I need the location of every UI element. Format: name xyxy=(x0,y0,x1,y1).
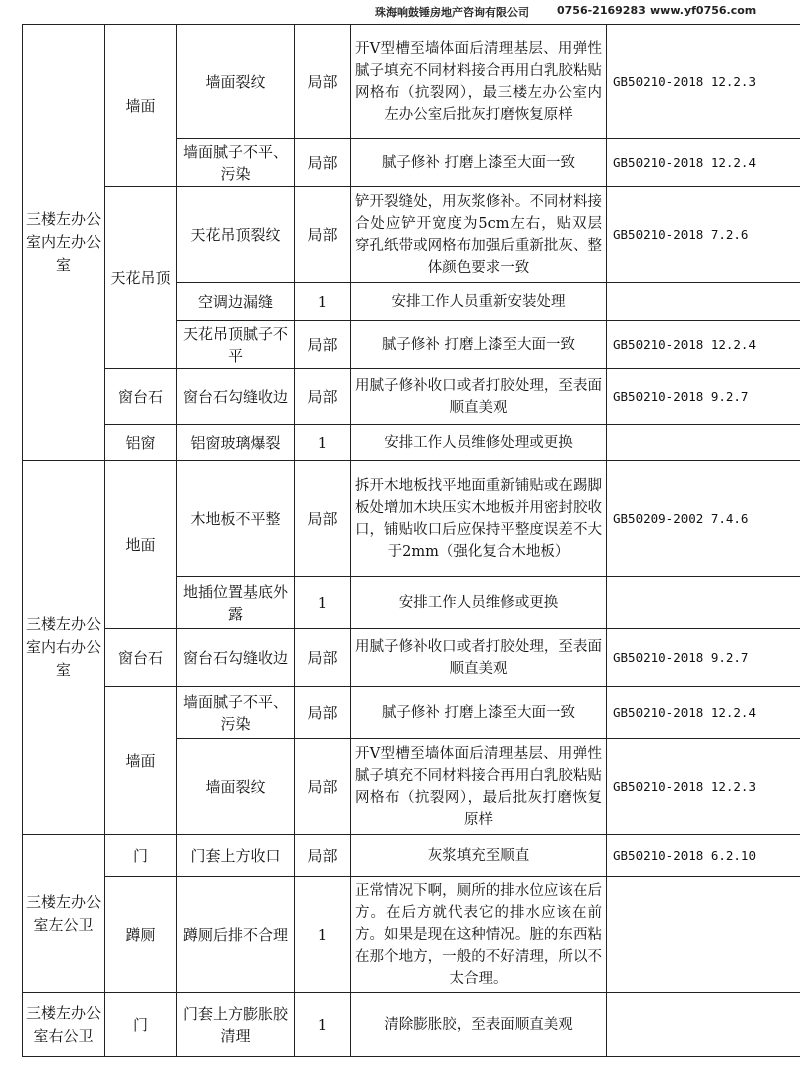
item-cell: 天花吊顶裂纹 xyxy=(177,187,295,283)
qty-cell: 1 xyxy=(295,283,351,321)
item-cell: 天花吊顶腻子不平 xyxy=(177,321,295,369)
qty-cell: 局部 xyxy=(295,739,351,835)
item-cell: 墙面腻子不平、污染 xyxy=(177,139,295,187)
category-cell: 地面 xyxy=(105,461,177,629)
qty-cell: 1 xyxy=(295,425,351,461)
table-row xyxy=(23,877,800,993)
qty-cell: 局部 xyxy=(295,687,351,739)
method-cell: 拆开木地板找平地面重新铺贴或在踢脚板处增加木块压实木地板并用密封胶收口，铺贴收口后应保持平整度误差不大于2mm（强化复合木地板） xyxy=(351,461,607,577)
method-cell: 灰浆填充至顺直 xyxy=(351,835,607,877)
qty-cell: 局部 xyxy=(295,187,351,283)
item-cell: 墙面裂纹 xyxy=(177,739,295,835)
standard-cell: GB50210-2018 9.2.7 xyxy=(607,369,800,425)
method-cell: 用腻子修补收口或者打胶处理，至表面顺直美观 xyxy=(351,369,607,425)
item-cell: 门套上方膨胀胶清理 xyxy=(177,993,295,1057)
method-cell: 安排工作人员维修或更换 xyxy=(351,577,607,629)
item-cell: 铝窗玻璃爆裂 xyxy=(177,425,295,461)
table-row xyxy=(23,835,800,877)
table-row xyxy=(23,629,800,687)
table-row xyxy=(23,461,800,577)
standard-cell: GB50210-2018 12.2.4 xyxy=(607,139,800,187)
category-cell: 窗台石 xyxy=(105,369,177,425)
method-cell: 用腻子修补收口或者打胶处理，至表面顺直美观 xyxy=(351,629,607,687)
standard-cell xyxy=(607,283,800,321)
standard-cell xyxy=(607,993,800,1057)
company-phone: 0756-2169283 xyxy=(557,4,646,17)
area-cell: 三楼左办公室内左办公室 xyxy=(23,25,105,461)
category-cell: 门 xyxy=(105,835,177,877)
qty-cell: 1 xyxy=(295,993,351,1057)
qty-cell: 局部 xyxy=(295,25,351,139)
method-cell: 铲开裂缝处，用灰浆修补。不同材料接合处应铲开宽度为5cm左右，贴双层穿孔纸带或网格布加强后重新批灰、整体颜色要求一致 xyxy=(351,187,607,283)
area-cell: 三楼左办公室左公卫 xyxy=(23,835,105,993)
company-website: www.yf0756.com xyxy=(650,4,757,17)
area-cell: 三楼左办公室内右办公室 xyxy=(23,461,105,835)
method-cell: 开V型槽至墙体面后清理基层、用弹性腻子填充不同材料接合再用白乳胶粘贴网格布（抗裂网），最后批灰打磨恢复原样 xyxy=(351,739,607,835)
standard-cell: GB50210-2018 12.2.4 xyxy=(607,321,800,369)
qty-cell: 局部 xyxy=(295,369,351,425)
item-cell: 窗台石勾缝收边 xyxy=(177,629,295,687)
item-cell: 墙面裂纹 xyxy=(177,25,295,139)
table-row xyxy=(23,425,800,461)
table-row xyxy=(23,187,800,283)
qty-cell: 局部 xyxy=(295,321,351,369)
table-row xyxy=(23,369,800,425)
standard-cell: GB50210-2018 12.2.4 xyxy=(607,687,800,739)
category-cell: 墙面 xyxy=(105,687,177,835)
category-cell: 蹲厕 xyxy=(105,877,177,993)
standard-cell: GB50210-2018 7.2.6 xyxy=(607,187,800,283)
standard-cell: GB50210-2018 12.2.3 xyxy=(607,25,800,139)
method-cell: 正常情况下啊，厕所的排水位应该在后方。在后方就代表它的排水应该在前方。如果是现在这种情况。脏的东西粘在那个地方，一般的不好清理，所以不太合理。 xyxy=(351,877,607,993)
method-cell: 清除膨胀胶，至表面顺直美观 xyxy=(351,993,607,1057)
category-cell: 铝窗 xyxy=(105,425,177,461)
method-cell: 安排工作人员重新安装处理 xyxy=(351,283,607,321)
qty-cell: 1 xyxy=(295,577,351,629)
company-name: 珠海响鼓锤房地产咨询有限公司 xyxy=(375,6,529,19)
method-cell: 腻子修补 打磨上漆至大面一致 xyxy=(351,139,607,187)
standard-cell xyxy=(607,577,800,629)
qty-cell: 局部 xyxy=(295,139,351,187)
area-cell: 三楼左办公室右公卫 xyxy=(23,993,105,1057)
method-cell: 安排工作人员维修处理或更换 xyxy=(351,425,607,461)
item-cell: 门套上方收口 xyxy=(177,835,295,877)
standard-cell: GB50210-2018 9.2.7 xyxy=(607,629,800,687)
category-cell: 墙面 xyxy=(105,25,177,187)
method-cell: 腻子修补 打磨上漆至大面一致 xyxy=(351,321,607,369)
item-cell: 窗台石勾缝收边 xyxy=(177,369,295,425)
qty-cell: 1 xyxy=(295,877,351,993)
category-cell: 天花吊顶 xyxy=(105,187,177,369)
page-header xyxy=(0,0,800,24)
standard-cell: GB50210-2018 6.2.10 xyxy=(607,835,800,877)
table-row xyxy=(23,25,800,139)
item-cell: 木地板不平整 xyxy=(177,461,295,577)
item-cell: 蹲厕后排不合理 xyxy=(177,877,295,993)
method-cell: 开V型槽至墙体面后清理基层、用弹性腻子填充不同材料接合再用白乳胶粘贴网格布（抗裂网），最三楼左办公室内左办公室后批灰打磨恢复原样 xyxy=(351,25,607,139)
item-cell: 墙面腻子不平、污染 xyxy=(177,687,295,739)
standard-cell xyxy=(607,425,800,461)
category-cell: 窗台石 xyxy=(105,629,177,687)
standard-cell: GB50210-2018 12.2.3 xyxy=(607,739,800,835)
table-row xyxy=(23,687,800,739)
qty-cell: 局部 xyxy=(295,835,351,877)
item-cell: 地插位置基底外露 xyxy=(177,577,295,629)
method-cell: 腻子修补 打磨上漆至大面一致 xyxy=(351,687,607,739)
category-cell: 门 xyxy=(105,993,177,1057)
standard-cell: GB50209-2002 7.4.6 xyxy=(607,461,800,577)
inspection-table xyxy=(22,24,800,1057)
qty-cell: 局部 xyxy=(295,629,351,687)
standard-cell xyxy=(607,877,800,993)
table-row xyxy=(23,993,800,1057)
item-cell: 空调边漏缝 xyxy=(177,283,295,321)
qty-cell: 局部 xyxy=(295,461,351,577)
